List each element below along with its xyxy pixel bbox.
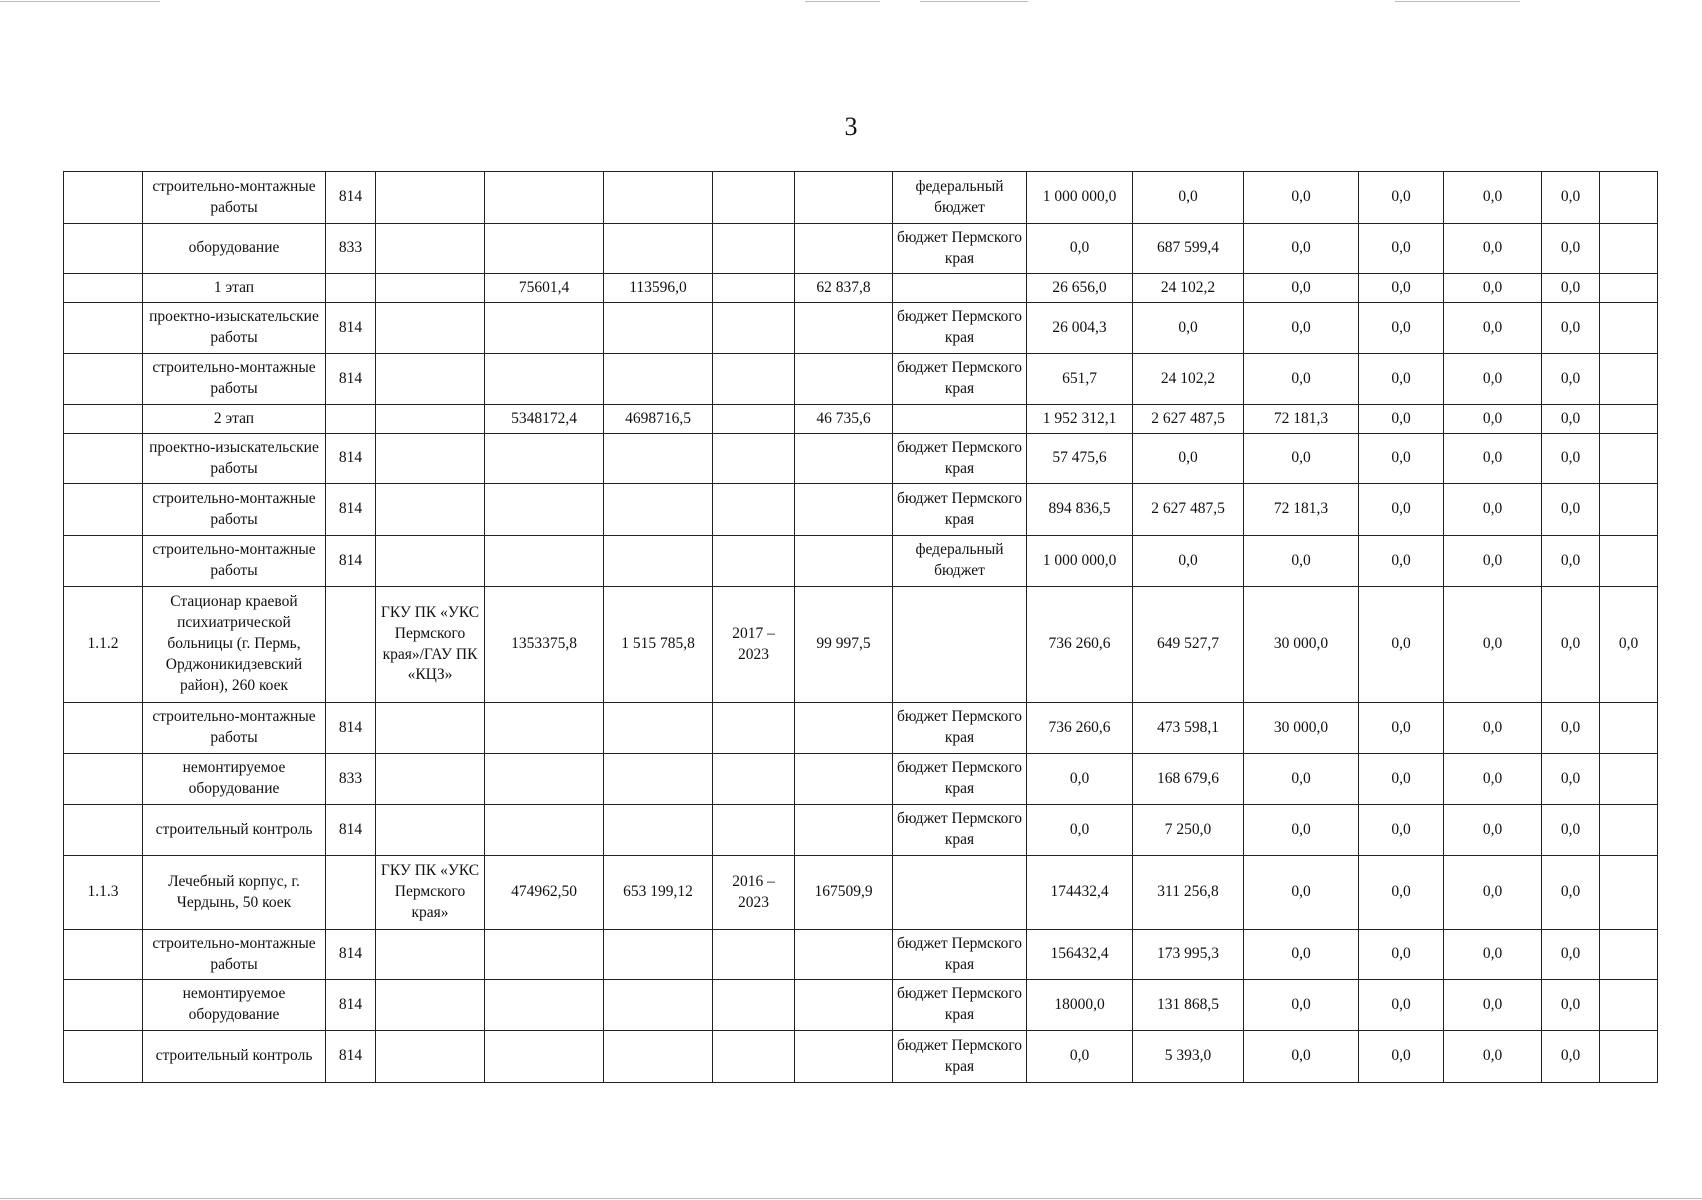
value-1-cell: 26 004,3 xyxy=(1027,303,1133,354)
cost-estimate-cell xyxy=(485,354,604,405)
value-1-cell: 0,0 xyxy=(1027,1031,1133,1083)
value-5-cell: 0,0 xyxy=(1444,1031,1542,1083)
item-name-cell: строительно-монтажные работы xyxy=(143,930,326,980)
value-3-cell: 0,0 xyxy=(1244,980,1359,1031)
value-4-cell: 0,0 xyxy=(1359,434,1444,484)
value-6-cell: 0,0 xyxy=(1542,856,1600,930)
row-id-cell xyxy=(64,703,143,754)
value-3-cell: 0,0 xyxy=(1244,434,1359,484)
value-7-cell xyxy=(1600,172,1658,224)
item-name-cell: строительно-монтажные работы xyxy=(143,536,326,587)
value-6-cell: 0,0 xyxy=(1542,484,1600,536)
funding-source-cell: бюджет Пермского края xyxy=(893,484,1027,536)
period-cell xyxy=(713,405,795,434)
cost-current-cell: 1 515 785,8 xyxy=(604,587,713,703)
value-7-cell xyxy=(1600,754,1658,805)
value-4-cell: 0,0 xyxy=(1359,172,1444,224)
value-2-cell: 173 995,3 xyxy=(1133,930,1244,980)
value-4-cell: 0,0 xyxy=(1359,980,1444,1031)
customer-cell xyxy=(376,405,485,434)
row-id-cell: 1.1.2 xyxy=(64,587,143,703)
value-7-cell xyxy=(1600,805,1658,856)
table-row xyxy=(64,484,1658,536)
value-3-cell: 30 000,0 xyxy=(1244,587,1359,703)
value-6-cell: 0,0 xyxy=(1542,303,1600,354)
item-name-cell: строительно-монтажные работы xyxy=(143,172,326,224)
funding-source-cell xyxy=(893,274,1027,303)
funding-source-cell xyxy=(893,405,1027,434)
cost-current-cell xyxy=(604,354,713,405)
cost-estimate-cell: 474962,50 xyxy=(485,856,604,930)
value-5-cell: 0,0 xyxy=(1444,274,1542,303)
code-cell xyxy=(326,856,376,930)
cost-current-cell xyxy=(604,536,713,587)
value-1-cell: 57 475,6 xyxy=(1027,434,1133,484)
value-3-cell: 0,0 xyxy=(1244,856,1359,930)
period-cell: 2017 – 2023 xyxy=(713,587,795,703)
value-1-cell: 174432,4 xyxy=(1027,856,1133,930)
value-6-cell: 0,0 xyxy=(1542,805,1600,856)
value-2-cell: 24 102,2 xyxy=(1133,274,1244,303)
value-3-cell: 72 181,3 xyxy=(1244,484,1359,536)
value-7-cell xyxy=(1600,930,1658,980)
value-2-cell: 0,0 xyxy=(1133,434,1244,484)
value-1-cell: 736 260,6 xyxy=(1027,703,1133,754)
cost-current-cell xyxy=(604,703,713,754)
table-row xyxy=(64,930,1658,980)
customer-cell xyxy=(376,980,485,1031)
value-6-cell: 0,0 xyxy=(1542,980,1600,1031)
code-cell: 833 xyxy=(326,224,376,274)
cost-current-cell: 113596,0 xyxy=(604,274,713,303)
cost-current-cell xyxy=(604,303,713,354)
item-name-cell: немонтируемое оборудование xyxy=(143,980,326,1031)
funding-source-cell xyxy=(893,856,1027,930)
value-7-cell xyxy=(1600,484,1658,536)
customer-cell xyxy=(376,172,485,224)
customer-cell: ГКУ ПК «УКС Пермского края»/ГАУ ПК «КЦЗ» xyxy=(376,587,485,703)
table-row xyxy=(64,536,1658,587)
value-5-cell: 0,0 xyxy=(1444,805,1542,856)
row-id-cell xyxy=(64,484,143,536)
period-cell xyxy=(713,274,795,303)
cost-estimate-cell xyxy=(485,754,604,805)
row-id-cell xyxy=(64,980,143,1031)
value-6-cell: 0,0 xyxy=(1542,1031,1600,1083)
value-4-cell: 0,0 xyxy=(1359,405,1444,434)
row-id-cell xyxy=(64,354,143,405)
prior-funding-cell: 99 997,5 xyxy=(795,587,893,703)
cost-estimate-cell xyxy=(485,980,604,1031)
code-cell: 833 xyxy=(326,754,376,805)
value-2-cell: 0,0 xyxy=(1133,172,1244,224)
code-cell: 814 xyxy=(326,980,376,1031)
value-1-cell: 26 656,0 xyxy=(1027,274,1133,303)
value-7-cell xyxy=(1600,1031,1658,1083)
funding-source-cell: федеральный бюджет xyxy=(893,536,1027,587)
value-6-cell: 0,0 xyxy=(1542,224,1600,274)
customer-cell xyxy=(376,754,485,805)
row-id-cell xyxy=(64,805,143,856)
customer-cell xyxy=(376,484,485,536)
funding-source-cell: бюджет Пермского края xyxy=(893,930,1027,980)
cost-estimate-cell xyxy=(485,536,604,587)
table-row xyxy=(64,224,1658,274)
funding-source-cell xyxy=(893,587,1027,703)
value-6-cell: 0,0 xyxy=(1542,587,1600,703)
value-2-cell: 473 598,1 xyxy=(1133,703,1244,754)
item-name-cell: строительно-монтажные работы xyxy=(143,354,326,405)
scan-edge-top-mid2 xyxy=(920,1,1028,2)
item-name-cell: строительно-монтажные работы xyxy=(143,484,326,536)
value-4-cell: 0,0 xyxy=(1359,587,1444,703)
prior-funding-cell xyxy=(795,224,893,274)
prior-funding-cell xyxy=(795,354,893,405)
item-name-cell: проектно-изыскательские работы xyxy=(143,303,326,354)
value-3-cell: 30 000,0 xyxy=(1244,703,1359,754)
cost-estimate-cell xyxy=(485,434,604,484)
value-4-cell: 0,0 xyxy=(1359,703,1444,754)
scan-edge-top-right xyxy=(1395,1,1520,2)
value-4-cell: 0,0 xyxy=(1359,1031,1444,1083)
table-row xyxy=(64,354,1658,405)
code-cell xyxy=(326,405,376,434)
value-7-cell xyxy=(1600,536,1658,587)
value-7-cell xyxy=(1600,303,1658,354)
cost-current-cell xyxy=(604,980,713,1031)
code-cell: 814 xyxy=(326,703,376,754)
prior-funding-cell xyxy=(795,754,893,805)
period-cell xyxy=(713,980,795,1031)
value-1-cell: 1 952 312,1 xyxy=(1027,405,1133,434)
code-cell: 814 xyxy=(326,1031,376,1083)
item-name-cell: 2 этап xyxy=(143,405,326,434)
value-3-cell: 72 181,3 xyxy=(1244,405,1359,434)
value-2-cell: 131 868,5 xyxy=(1133,980,1244,1031)
table-row xyxy=(64,405,1658,434)
value-6-cell: 0,0 xyxy=(1542,536,1600,587)
value-3-cell: 0,0 xyxy=(1244,1031,1359,1083)
code-cell: 814 xyxy=(326,354,376,405)
value-7-cell xyxy=(1600,703,1658,754)
value-5-cell: 0,0 xyxy=(1444,754,1542,805)
row-id-cell xyxy=(64,536,143,587)
customer-cell xyxy=(376,1031,485,1083)
cost-estimate-cell xyxy=(485,172,604,224)
cost-estimate-cell: 1353375,8 xyxy=(485,587,604,703)
value-6-cell: 0,0 xyxy=(1542,405,1600,434)
value-2-cell: 0,0 xyxy=(1133,536,1244,587)
prior-funding-cell xyxy=(795,1031,893,1083)
row-id-cell xyxy=(64,930,143,980)
value-5-cell: 0,0 xyxy=(1444,434,1542,484)
cost-estimate-cell xyxy=(485,930,604,980)
value-4-cell: 0,0 xyxy=(1359,484,1444,536)
value-2-cell: 24 102,2 xyxy=(1133,354,1244,405)
cost-current-cell xyxy=(604,224,713,274)
value-3-cell: 0,0 xyxy=(1244,536,1359,587)
prior-funding-cell: 62 837,8 xyxy=(795,274,893,303)
value-4-cell: 0,0 xyxy=(1359,224,1444,274)
prior-funding-cell xyxy=(795,434,893,484)
value-7-cell xyxy=(1600,224,1658,274)
value-1-cell: 1 000 000,0 xyxy=(1027,172,1133,224)
row-id-cell xyxy=(64,405,143,434)
funding-source-cell: бюджет Пермского края xyxy=(893,354,1027,405)
period-cell xyxy=(713,434,795,484)
table-row xyxy=(64,587,1658,703)
value-1-cell: 0,0 xyxy=(1027,754,1133,805)
prior-funding-cell xyxy=(795,484,893,536)
period-cell xyxy=(713,224,795,274)
cost-current-cell xyxy=(604,434,713,484)
table-row xyxy=(64,434,1658,484)
period-cell xyxy=(713,1031,795,1083)
value-5-cell: 0,0 xyxy=(1444,224,1542,274)
period-cell xyxy=(713,805,795,856)
code-cell: 814 xyxy=(326,930,376,980)
period-cell xyxy=(713,703,795,754)
value-2-cell: 0,0 xyxy=(1133,303,1244,354)
row-id-cell xyxy=(64,1031,143,1083)
value-5-cell: 0,0 xyxy=(1444,856,1542,930)
value-3-cell: 0,0 xyxy=(1244,930,1359,980)
customer-cell xyxy=(376,805,485,856)
value-5-cell: 0,0 xyxy=(1444,354,1542,405)
value-7-cell xyxy=(1600,980,1658,1031)
row-id-cell: 1.1.3 xyxy=(64,856,143,930)
value-4-cell: 0,0 xyxy=(1359,303,1444,354)
value-4-cell: 0,0 xyxy=(1359,805,1444,856)
cost-current-cell: 4698716,5 xyxy=(604,405,713,434)
row-id-cell xyxy=(64,434,143,484)
cost-estimate-cell xyxy=(485,703,604,754)
period-cell xyxy=(713,303,795,354)
value-2-cell: 168 679,6 xyxy=(1133,754,1244,805)
item-name-cell: оборудование xyxy=(143,224,326,274)
value-3-cell: 0,0 xyxy=(1244,805,1359,856)
table-row xyxy=(64,703,1658,754)
value-5-cell: 0,0 xyxy=(1444,172,1542,224)
table-row xyxy=(64,1031,1658,1083)
value-1-cell: 0,0 xyxy=(1027,805,1133,856)
code-cell: 814 xyxy=(326,536,376,587)
cost-current-cell xyxy=(604,930,713,980)
item-name-cell: 1 этап xyxy=(143,274,326,303)
value-4-cell: 0,0 xyxy=(1359,856,1444,930)
cost-estimate-cell: 5348172,4 xyxy=(485,405,604,434)
code-cell: 814 xyxy=(326,484,376,536)
value-5-cell: 0,0 xyxy=(1444,536,1542,587)
value-4-cell: 0,0 xyxy=(1359,354,1444,405)
page-number: 3 xyxy=(844,112,858,141)
value-4-cell: 0,0 xyxy=(1359,536,1444,587)
row-id-cell xyxy=(64,303,143,354)
value-6-cell: 0,0 xyxy=(1542,434,1600,484)
customer-cell xyxy=(376,303,485,354)
value-6-cell: 0,0 xyxy=(1542,703,1600,754)
period-cell xyxy=(713,536,795,587)
cost-current-cell xyxy=(604,754,713,805)
cost-estimate-cell xyxy=(485,224,604,274)
period-cell: 2016 – 2023 xyxy=(713,856,795,930)
row-id-cell xyxy=(64,274,143,303)
row-id-cell xyxy=(64,754,143,805)
value-1-cell: 18000,0 xyxy=(1027,980,1133,1031)
value-5-cell: 0,0 xyxy=(1444,703,1542,754)
cost-estimate-cell xyxy=(485,484,604,536)
customer-cell xyxy=(376,930,485,980)
value-6-cell: 0,0 xyxy=(1542,172,1600,224)
code-cell xyxy=(326,587,376,703)
customer-cell: ГКУ ПК «УКС Пермского края» xyxy=(376,856,485,930)
value-4-cell: 0,0 xyxy=(1359,754,1444,805)
cost-current-cell: 653 199,12 xyxy=(604,856,713,930)
value-4-cell: 0,0 xyxy=(1359,930,1444,980)
period-cell xyxy=(713,172,795,224)
item-name-cell: Лечебный корпус, г. Чердынь, 50 коек xyxy=(143,856,326,930)
value-6-cell: 0,0 xyxy=(1542,754,1600,805)
funding-source-cell: бюджет Пермского края xyxy=(893,434,1027,484)
prior-funding-cell: 167509,9 xyxy=(795,856,893,930)
item-name-cell: строительный контроль xyxy=(143,1031,326,1083)
item-name-cell: проектно-изыскательские работы xyxy=(143,434,326,484)
value-2-cell: 311 256,8 xyxy=(1133,856,1244,930)
period-cell xyxy=(713,354,795,405)
customer-cell xyxy=(376,703,485,754)
code-cell: 814 xyxy=(326,434,376,484)
cost-estimate-cell xyxy=(485,805,604,856)
value-6-cell: 0,0 xyxy=(1542,930,1600,980)
funding-source-cell: федеральный бюджет xyxy=(893,172,1027,224)
customer-cell xyxy=(376,224,485,274)
value-2-cell: 649 527,7 xyxy=(1133,587,1244,703)
cost-current-cell xyxy=(604,805,713,856)
value-4-cell: 0,0 xyxy=(1359,274,1444,303)
item-name-cell: немонтируемое оборудование xyxy=(143,754,326,805)
funding-source-cell: бюджет Пермского края xyxy=(893,754,1027,805)
table-row xyxy=(64,172,1658,224)
cost-current-cell xyxy=(604,1031,713,1083)
table-row xyxy=(64,856,1658,930)
prior-funding-cell xyxy=(795,172,893,224)
value-5-cell: 0,0 xyxy=(1444,587,1542,703)
code-cell xyxy=(326,274,376,303)
prior-funding-cell xyxy=(795,703,893,754)
funding-source-cell: бюджет Пермского края xyxy=(893,980,1027,1031)
item-name-cell: Стационар краевой психиатрической больницы (г. Пермь, Орджоникидзевский район), 260 коек xyxy=(143,587,326,703)
table-row xyxy=(64,274,1658,303)
prior-funding-cell xyxy=(795,980,893,1031)
cost-current-cell xyxy=(604,172,713,224)
row-id-cell xyxy=(64,224,143,274)
value-3-cell: 0,0 xyxy=(1244,303,1359,354)
period-cell xyxy=(713,484,795,536)
customer-cell xyxy=(376,354,485,405)
table-row xyxy=(64,980,1658,1031)
table-row xyxy=(64,303,1658,354)
value-6-cell: 0,0 xyxy=(1542,274,1600,303)
customer-cell xyxy=(376,274,485,303)
value-7-cell xyxy=(1600,354,1658,405)
cost-current-cell xyxy=(604,484,713,536)
period-cell xyxy=(713,754,795,805)
value-3-cell: 0,0 xyxy=(1244,354,1359,405)
value-1-cell: 156432,4 xyxy=(1027,930,1133,980)
table-row xyxy=(64,754,1658,805)
value-1-cell: 0,0 xyxy=(1027,224,1133,274)
prior-funding-cell: 46 735,6 xyxy=(795,405,893,434)
value-5-cell: 0,0 xyxy=(1444,980,1542,1031)
value-5-cell: 0,0 xyxy=(1444,303,1542,354)
item-name-cell: строительно-монтажные работы xyxy=(143,703,326,754)
customer-cell xyxy=(376,434,485,484)
prior-funding-cell xyxy=(795,536,893,587)
prior-funding-cell xyxy=(795,930,893,980)
value-3-cell: 0,0 xyxy=(1244,172,1359,224)
scan-edge-bottom xyxy=(0,1198,1702,1199)
budget-table xyxy=(63,171,1658,1083)
value-2-cell: 7 250,0 xyxy=(1133,805,1244,856)
value-5-cell: 0,0 xyxy=(1444,484,1542,536)
value-1-cell: 736 260,6 xyxy=(1027,587,1133,703)
scan-edge-top-mid xyxy=(805,1,880,2)
prior-funding-cell xyxy=(795,805,893,856)
table-row xyxy=(64,805,1658,856)
value-7-cell xyxy=(1600,274,1658,303)
value-6-cell: 0,0 xyxy=(1542,354,1600,405)
scan-edge-top-left xyxy=(0,1,160,2)
funding-source-cell: бюджет Пермского края xyxy=(893,1031,1027,1083)
customer-cell xyxy=(376,536,485,587)
value-7-cell xyxy=(1600,405,1658,434)
row-id-cell xyxy=(64,172,143,224)
value-7-cell xyxy=(1600,856,1658,930)
value-1-cell: 894 836,5 xyxy=(1027,484,1133,536)
prior-funding-cell xyxy=(795,303,893,354)
value-5-cell: 0,0 xyxy=(1444,405,1542,434)
table-body xyxy=(64,172,1658,1083)
value-2-cell: 5 393,0 xyxy=(1133,1031,1244,1083)
value-3-cell: 0,0 xyxy=(1244,754,1359,805)
period-cell xyxy=(713,930,795,980)
value-7-cell: 0,0 xyxy=(1600,587,1658,703)
value-1-cell: 1 000 000,0 xyxy=(1027,536,1133,587)
value-2-cell: 687 599,4 xyxy=(1133,224,1244,274)
value-3-cell: 0,0 xyxy=(1244,274,1359,303)
funding-source-cell: бюджет Пермского края xyxy=(893,303,1027,354)
cost-estimate-cell: 75601,4 xyxy=(485,274,604,303)
cost-estimate-cell xyxy=(485,1031,604,1083)
value-7-cell xyxy=(1600,434,1658,484)
value-2-cell: 2 627 487,5 xyxy=(1133,484,1244,536)
code-cell: 814 xyxy=(326,303,376,354)
funding-source-cell: бюджет Пермского края xyxy=(893,703,1027,754)
value-3-cell: 0,0 xyxy=(1244,224,1359,274)
value-1-cell: 651,7 xyxy=(1027,354,1133,405)
code-cell: 814 xyxy=(326,172,376,224)
item-name-cell: строительный контроль xyxy=(143,805,326,856)
code-cell: 814 xyxy=(326,805,376,856)
value-2-cell: 2 627 487,5 xyxy=(1133,405,1244,434)
value-5-cell: 0,0 xyxy=(1444,930,1542,980)
funding-source-cell: бюджет Пермского края xyxy=(893,805,1027,856)
funding-source-cell: бюджет Пермского края xyxy=(893,224,1027,274)
cost-estimate-cell xyxy=(485,303,604,354)
